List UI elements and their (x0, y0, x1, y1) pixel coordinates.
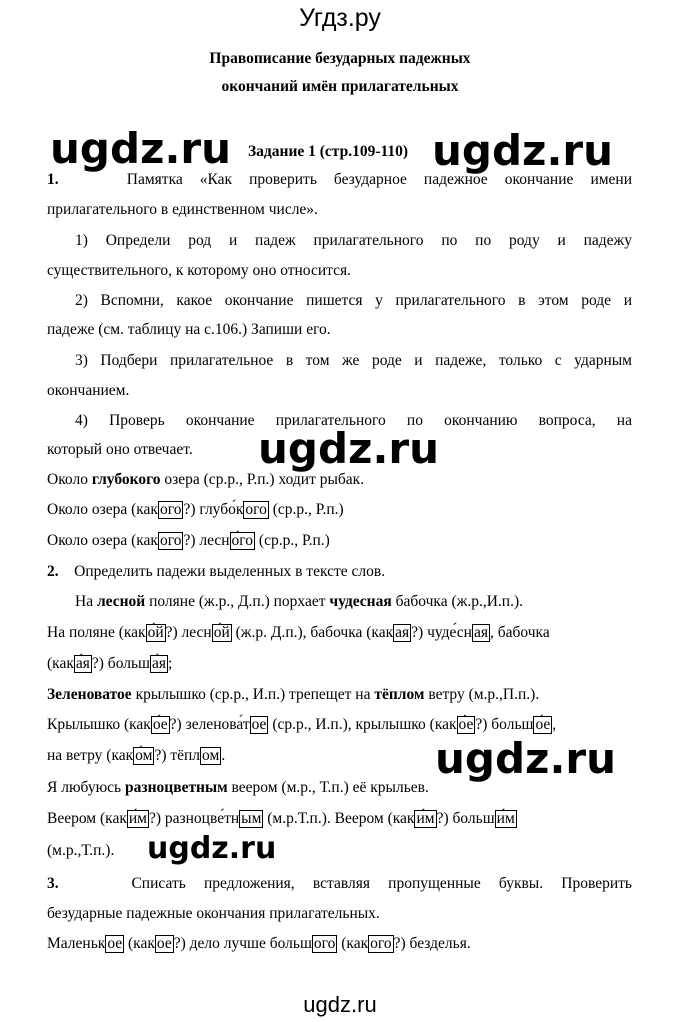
ending-box: а́я (75, 655, 90, 672)
ending-box: ом (202, 747, 220, 764)
s2-line-8: Веером (как и́м ?) разноцве́тн ым (м.р.Т.п.). Веером (как и́м ?) больш и́м (47, 810, 515, 827)
ending-box: и́м (496, 810, 515, 827)
s1-point-1-line-2: существительного, к которому оно относится. (47, 262, 351, 279)
s2-line-3: (как а́я ?) больш а́я ; (47, 655, 173, 672)
s2-line-1: На лесной поляне (ж.р., Д.п.) порхает чудесная бабочка (ж.р.,И.п.). (75, 593, 523, 610)
page-title-line-2: окончаний имён прилагательных (221, 78, 459, 95)
s1-point-1-line-1: 1) Определи род и падеж прилагательного по по роду и падежу (75, 232, 632, 249)
site-header: Угдз.ру (299, 4, 381, 32)
ending-box: о́е (152, 716, 168, 733)
page-title-line-1: Правописание безударных падежных (209, 50, 471, 67)
s2-line-6: на ветру (как о́м ?) тёпл ом . (47, 747, 226, 764)
s1-point-2-line-1: 2) Вспомни, какое окончание пишется у прилагательного в этом роде и (75, 292, 632, 309)
site-footer: ugdz.ru (303, 992, 377, 1017)
task-heading: Задание 1 (стр.109-110) (248, 143, 409, 160)
ending-box: о́го (231, 532, 254, 549)
s2-line-4: Зеленоватое крылышко (ср.р., И.п.) трепещет на тёплом ветру (м.р.,П.п.). (47, 686, 540, 703)
watermark: ugdz.ru (258, 424, 440, 473)
ending-box: ая (395, 624, 410, 641)
ending-box: ое (251, 716, 267, 733)
ending-box: ого (159, 532, 182, 549)
s3-heading-line-2: безударные падежные окончания прилагательных. (47, 905, 380, 922)
s3-line-1: Маленьк ое (как ое ?) дело лучше больш ого (как ого ?) безделья. (47, 935, 471, 952)
ending-box: о́й (147, 624, 164, 641)
watermark: ugdz.ru (432, 126, 614, 175)
s2-heading: 2. Определить падежи выделенных в тексте слов. (47, 563, 386, 580)
watermark: ugdz.ru (435, 734, 617, 783)
s1-intro-line-1: 1. Памятка «Как проверить безударное падежное окончание имени (47, 171, 633, 188)
s2-line-9: (м.р.,Т.п.). (47, 842, 115, 859)
s1-example-3: Около озера (как ого ?) лесн о́го (ср.р., Р.п.) (47, 532, 330, 549)
ending-box: и́м (128, 810, 147, 827)
ending-box: о́е (535, 716, 551, 733)
s1-point-2-line-2: падеже (см. таблицу на с.106.) Запиши его. (47, 321, 331, 338)
ending-box: о́й (213, 624, 230, 641)
ending-box: а́я (151, 655, 166, 672)
ending-box: и́м (416, 810, 435, 827)
s1-example-2: Около озера (как ого ?) глубо́к ого (ср.р., Р.п.) (47, 501, 344, 518)
ending-box: ого (370, 935, 392, 952)
s3-heading-line-1: 3. Списать предложения, вставляя пропущенные буквы. Проверить (47, 875, 632, 892)
ending-box: о́м (135, 747, 153, 764)
ending-box: ая (473, 624, 488, 641)
ending-box: о́е (458, 716, 474, 733)
ending-box: ое (156, 935, 172, 952)
ending-box: ым (241, 810, 262, 827)
s1-number: 1. (47, 171, 59, 188)
s1-intro-line-2: прилагательного в единственном числе». (47, 201, 318, 218)
watermark: ugdz.ru (50, 124, 232, 173)
s1-point-4-line-2: который оно отвечает. (47, 441, 193, 458)
s2-line-2: На поляне (как о́й ?) лесн о́й (ж.р. Д.п.), бабочка (как ая ?) чуде́сн ая , бабочка (47, 624, 550, 641)
ending-box: ого (313, 935, 336, 952)
s2-line-5: Крылышко (как о́е ?) зеленова́т ое (ср.р., И.п.), крылышко (как о́е ?) больш о́е , (47, 716, 557, 733)
s2-line-7: Я любуюсь разноцветным веером (м.р., Т.п.) её крыльев. (47, 779, 429, 796)
s1-point-4-line-1: 4) Проверь окончание прилагательного по окончанию вопроса, на (75, 412, 632, 429)
watermark: ugdz.ru (147, 831, 277, 866)
s1-example-1: Около глубокого озера (ср.р., Р.п.) ходит рыбак. (47, 471, 365, 488)
ending-box: ого (159, 501, 182, 518)
ending-box: ое (107, 935, 123, 952)
ending-box: ого (245, 501, 267, 518)
s1-point-3-line-2: окончанием. (47, 382, 130, 399)
s1-point-3-line-1: 3) Подбери прилагательное в том же роде и падеже, только с ударным (75, 352, 632, 369)
